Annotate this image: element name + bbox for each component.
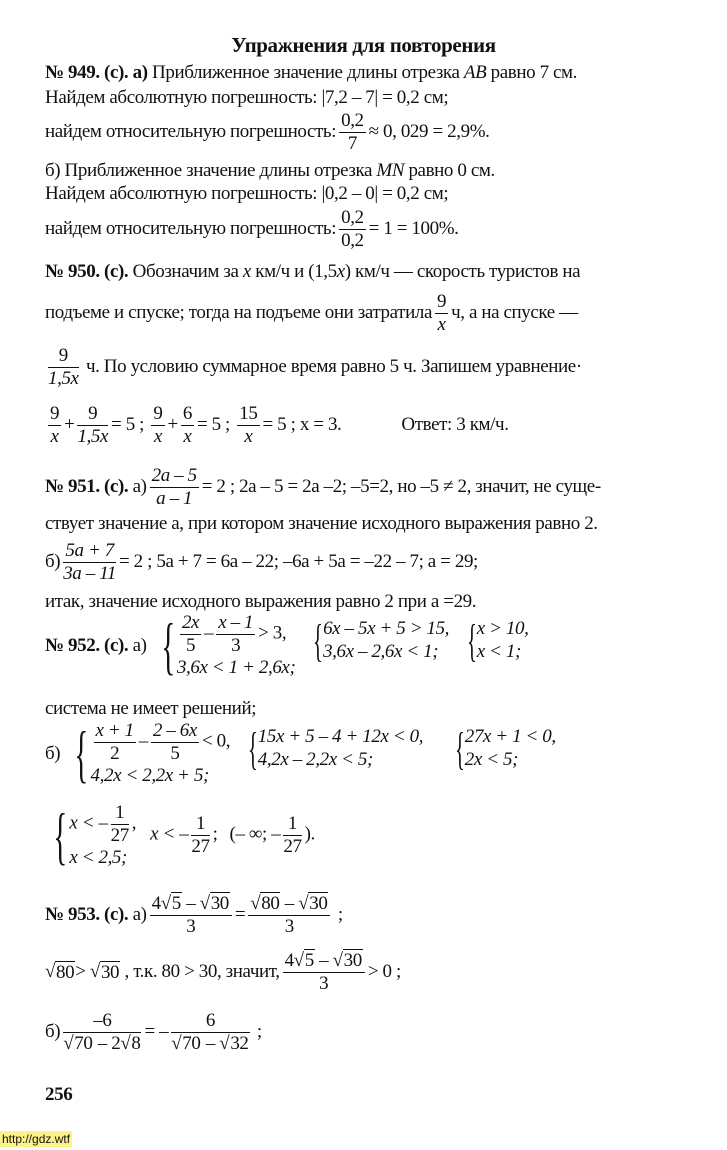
radicand: 30 <box>343 950 362 971</box>
num: 15 <box>239 403 258 424</box>
num: 9 <box>436 291 447 312</box>
fraction <box>180 612 201 657</box>
den: x <box>437 313 446 335</box>
radicand: 30 <box>210 893 229 914</box>
p949-line2: Найдем абсолютную погрешность: |7,2 – 7| = 0,2 см; <box>45 87 449 108</box>
text: ) км/ч — скорость туристов на <box>344 261 581 282</box>
den: 0,2 <box>341 229 364 251</box>
brace: { <box>455 723 465 774</box>
fraction <box>63 1010 141 1055</box>
label: б) <box>45 551 61 573</box>
num: 1 <box>191 813 209 836</box>
fraction <box>48 403 61 448</box>
t: – 2√ <box>93 1032 131 1054</box>
op: = 5 ; <box>111 414 145 436</box>
num: 0,2 <box>341 110 364 131</box>
fraction <box>191 813 209 858</box>
t: – √ <box>280 893 309 914</box>
text: x < 2,5; <box>69 846 127 868</box>
num: 1 <box>111 802 129 825</box>
label: а) <box>132 476 147 498</box>
text: x < – <box>150 824 189 846</box>
radicand: 70 <box>182 1032 201 1054</box>
den: 27 <box>110 824 129 846</box>
fraction <box>171 1010 249 1055</box>
p949-line6 <box>45 207 459 252</box>
t: 4√ <box>151 893 171 914</box>
den <box>63 1033 141 1055</box>
p949-line3 <box>45 110 489 155</box>
op: = 5 ; x = 3. <box>262 414 342 436</box>
fraction <box>151 720 199 765</box>
problem-number: № 951. (с). <box>45 476 129 498</box>
radicand: 80 <box>261 893 280 914</box>
radicand: 70 <box>74 1032 93 1054</box>
num: x – 1 <box>218 612 254 633</box>
num: 9 <box>48 345 79 368</box>
brace: { <box>53 799 67 871</box>
radicand: 80 <box>56 961 75 983</box>
text: ). <box>304 824 315 846</box>
num: 9 <box>50 403 60 424</box>
den: 3 <box>319 972 329 994</box>
label: б) <box>45 742 61 764</box>
radicand: 30 <box>100 961 120 983</box>
t: – √ <box>201 1032 230 1054</box>
den: 1,5x <box>48 367 79 389</box>
text: 2x < 5; <box>464 749 519 770</box>
system <box>307 615 450 666</box>
text: равно 0 см. <box>408 160 495 181</box>
op: = <box>234 904 246 926</box>
problem-number: № 953. (с). <box>45 904 129 926</box>
p953-a <box>45 893 343 938</box>
brace: { <box>248 723 258 774</box>
num: x + 1 <box>95 720 134 741</box>
den: 5 <box>185 634 196 656</box>
num: 6 <box>171 1010 249 1033</box>
text: , т.к. 80 > 30, значит, <box>124 961 280 983</box>
p950-line2 <box>45 291 578 336</box>
brace: { <box>466 615 477 666</box>
text: Обозначим за <box>132 261 239 282</box>
text: ; <box>256 1021 262 1043</box>
text: > 0 ; <box>367 961 401 983</box>
text: x < 1; <box>476 641 521 662</box>
text: > 3, <box>258 622 287 644</box>
t: √ <box>45 961 56 983</box>
op: – <box>204 622 214 644</box>
system <box>242 723 424 774</box>
den: 7 <box>347 132 357 154</box>
radicand: 30 <box>309 893 328 914</box>
fraction <box>237 403 259 448</box>
den: x <box>50 425 59 447</box>
fraction <box>48 345 79 390</box>
brace: { <box>74 717 89 789</box>
num: 9 <box>153 403 163 424</box>
page-number: 256 <box>45 1084 73 1105</box>
t: √ <box>63 1032 74 1054</box>
text: x > 10, <box>476 618 529 640</box>
answer: Ответ: 3 км/ч. <box>401 414 509 436</box>
fraction <box>94 720 136 765</box>
problem-number: № 950. (с). <box>45 261 129 282</box>
text: ; <box>212 824 218 846</box>
problem-number: № 949. (с). а) <box>45 62 148 83</box>
text: 6x – 5x + 5 > 15, <box>323 618 450 640</box>
t: > √ <box>75 961 100 983</box>
num: 2 – 6x <box>152 720 197 741</box>
den: 3a – 11 <box>63 562 116 584</box>
text: равно 7 см. <box>490 62 578 83</box>
den: 27 <box>191 836 210 858</box>
den: x <box>153 425 162 447</box>
op: + <box>64 414 75 436</box>
num: 9 <box>77 403 108 426</box>
fraction <box>216 612 255 657</box>
t: 4√ <box>284 950 304 971</box>
op: – <box>138 730 148 752</box>
fraction <box>111 802 129 847</box>
text: 3,6x < 1 + 2,6x; <box>176 656 296 678</box>
op: = 5 ; <box>196 414 230 436</box>
num: 1 <box>283 813 301 836</box>
fraction <box>283 813 301 858</box>
system <box>66 717 231 789</box>
text: 4,2x – 2,2x < 5; <box>257 749 373 770</box>
p952-result <box>45 799 315 871</box>
den: 3 <box>284 915 294 937</box>
num: 2a – 5 <box>151 465 197 486</box>
text: ; <box>337 904 343 926</box>
p949-line4 <box>45 160 495 182</box>
text: 27x + 1 < 0, <box>464 726 556 748</box>
den: x <box>183 425 192 447</box>
text: Приближенное значение длины отрезка <box>152 62 460 83</box>
p951-line2: ствует значение a, при котором значение исходного выражения равно 2. <box>45 513 598 534</box>
t: – √ <box>181 893 210 914</box>
text: < 0, <box>201 730 231 752</box>
system <box>153 609 296 681</box>
den: 5 <box>170 742 180 764</box>
brace: { <box>313 615 324 666</box>
p950-equation <box>45 403 509 448</box>
t: √ <box>171 1032 182 1054</box>
num: 0,2 <box>341 207 364 228</box>
text: x < – <box>69 812 108 834</box>
fraction <box>339 207 366 252</box>
brace: { <box>160 609 175 681</box>
system <box>461 615 529 666</box>
p950-line3 <box>45 345 582 390</box>
text: = 2 ; 5a + 7 = 6a – 22; –6a + 5a = –22 – 7; a = 29; <box>119 551 478 573</box>
p952-nosolution: система не имеет решений; <box>45 698 257 719</box>
text: ч. По условию суммарное время равно 5 ч. Запишем уравнение· <box>85 356 582 378</box>
num <box>248 893 330 916</box>
text: (– ∞; – <box>229 824 281 846</box>
num: 5a + 7 <box>63 540 116 563</box>
text: км/ч и (1,5 <box>255 261 337 282</box>
fraction <box>150 893 232 938</box>
fraction <box>150 465 199 510</box>
problem-number: № 952. (с). <box>45 634 129 656</box>
num: 6 <box>182 403 192 424</box>
text: ч, а на спуске — <box>451 302 578 324</box>
var: x <box>242 261 251 282</box>
fraction <box>283 950 365 995</box>
system <box>449 723 556 774</box>
den <box>171 1033 249 1055</box>
op: + <box>167 414 178 436</box>
den: 3 <box>186 915 196 937</box>
text: найдем относительную погрешность: <box>45 121 337 143</box>
page-title: Упражнения для повторения <box>231 33 496 57</box>
text: б) Приближенное значение длины отрезка <box>45 160 373 181</box>
p951-line1 <box>45 465 601 510</box>
fraction <box>77 403 108 448</box>
p951-line4: итак, значение исходного выражения равно 2 при a =29. <box>45 591 477 612</box>
fraction <box>435 291 448 336</box>
fraction <box>339 110 366 155</box>
fraction <box>151 403 164 448</box>
op: = – <box>144 1021 169 1043</box>
label: а) <box>132 904 147 926</box>
p952-a <box>45 609 534 681</box>
t: √ <box>250 893 261 914</box>
p953-line2 <box>45 950 401 995</box>
radicand: 5 <box>304 950 314 971</box>
var: x <box>336 261 345 282</box>
den: x <box>244 425 253 447</box>
radicand: 8 <box>131 1032 141 1054</box>
watermark-link[interactable]: http://gdz.wtf <box>2 1132 71 1146</box>
den: 2 <box>110 742 120 764</box>
text: 15x + 5 – 4 + 12x < 0, <box>257 726 424 748</box>
label: а) <box>132 634 147 656</box>
var: AB <box>463 62 487 83</box>
p950-line1 <box>45 261 685 283</box>
text: , <box>131 812 137 834</box>
p949-line5: Найдем абсолютную погрешность: |0,2 – 0| = 0,2 см; <box>45 183 449 204</box>
p951-line3 <box>45 540 478 585</box>
den: 3 <box>231 634 241 656</box>
text: подъеме и спуске; тогда на подъеме они затратила <box>45 302 432 324</box>
p952-b <box>45 717 562 789</box>
num: 2x <box>181 612 200 633</box>
num <box>283 950 365 973</box>
text: 4,2x < 2,2x + 5; <box>90 764 209 786</box>
fraction <box>181 403 194 448</box>
radicand: 5 <box>171 893 181 914</box>
text: = 2 ; 2a – 5 = 2a –2; –5=2, но –5 ≠ 2, значит, не суще- <box>201 476 601 498</box>
p949-line1 <box>45 62 577 84</box>
den: 1,5x <box>77 425 109 447</box>
num: –6 <box>63 1010 141 1033</box>
fraction <box>248 893 330 938</box>
num <box>150 893 232 916</box>
den: a – 1 <box>156 487 193 509</box>
den: 27 <box>283 836 302 858</box>
label: б) <box>45 1021 61 1043</box>
system <box>45 799 137 871</box>
var: MN <box>376 160 405 181</box>
p953-b <box>45 1010 262 1055</box>
fraction <box>63 540 116 585</box>
t: – √ <box>314 950 343 971</box>
radicand: 32 <box>230 1032 249 1054</box>
text: 3,6x – 2,6x < 1; <box>323 641 439 662</box>
text: = 1 = 100%. <box>368 218 459 240</box>
text: найдем относительную погрешность: <box>45 218 337 240</box>
text: ≈ 0, 029 = 2,9%. <box>368 121 490 143</box>
